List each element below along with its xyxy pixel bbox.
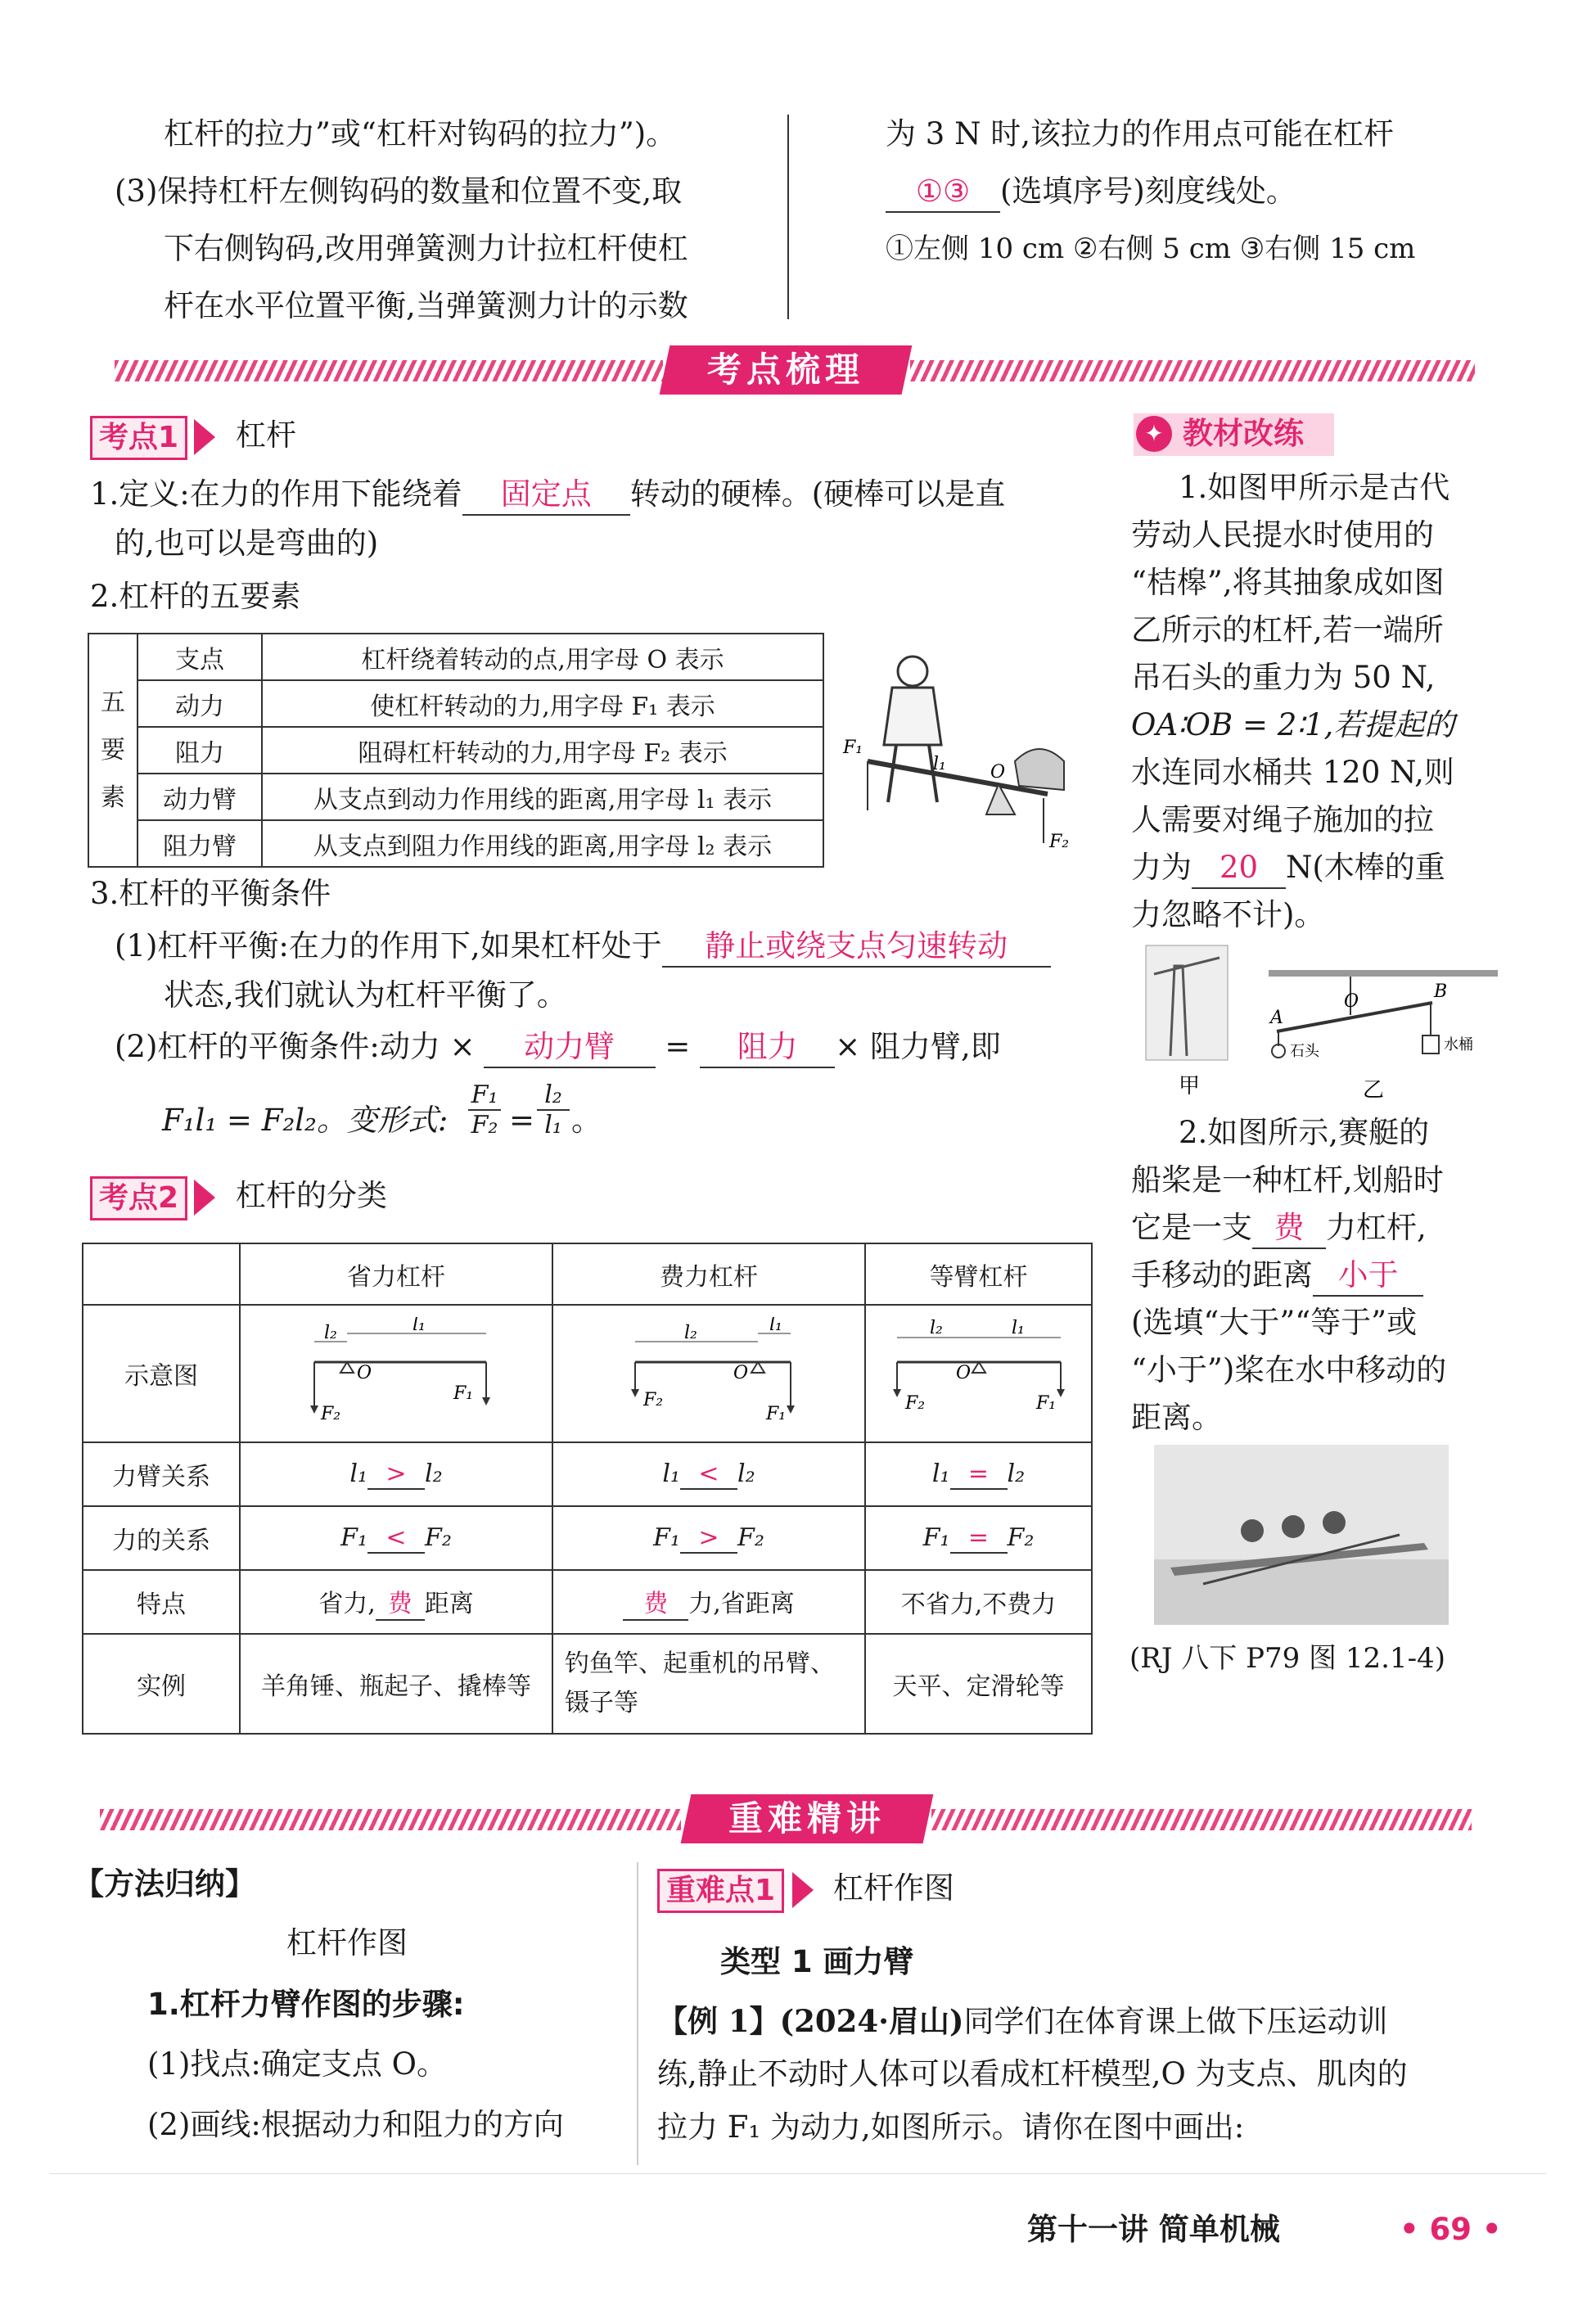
cls-header bbox=[83, 1243, 240, 1305]
svg-text:l₂: l₂ bbox=[684, 1323, 697, 1343]
fraction-eq: = bbox=[509, 1103, 535, 1138]
q1-line: 劳动人民提水时使用的 bbox=[1131, 517, 1434, 553]
lever-diagram-3 bbox=[872, 1317, 1085, 1423]
balance-line-1: (1)杠杆平衡:在力的作用下,如果杠杆处于 静止或绕支点匀速转动 bbox=[115, 927, 1051, 968]
five-row-desc: 杠杆绕着转动的点,用字母 O 表示 bbox=[262, 634, 823, 680]
fig-label-l1: l₁ bbox=[933, 754, 946, 774]
definition-line: 1.定义:在力的作用下能绕着 固定点 转动的硬棒。(硬棒可以是直 bbox=[90, 475, 1005, 516]
svg-text:O: O bbox=[733, 1363, 749, 1383]
svg-text:F₁: F₁ bbox=[1035, 1393, 1056, 1414]
column-divider bbox=[787, 115, 789, 319]
fig-label-f1: F₁ bbox=[843, 738, 863, 758]
q2-line: 手移动的距离 小于 bbox=[1131, 1256, 1423, 1297]
kp2-arrow-icon bbox=[194, 1180, 215, 1216]
five-row-desc: 使杠杆转动的力,用字母 F₁ 表示 bbox=[262, 680, 823, 727]
q1-line: 1.如图甲所示是古代 bbox=[1179, 470, 1450, 505]
svg-text:F₂: F₂ bbox=[321, 1404, 341, 1423]
cls-header: 省力杠杆 bbox=[240, 1243, 552, 1305]
formula-line: F₁l₁ = F₂l₂。变形式: bbox=[162, 1103, 449, 1138]
lever-diagram-2 bbox=[602, 1317, 815, 1423]
kp1-arrow-icon bbox=[194, 419, 215, 455]
q2-line: 2.如图所示,赛艇的 bbox=[1179, 1115, 1430, 1150]
svg-text:O: O bbox=[955, 1363, 971, 1383]
q2-line: (选填“大于”“等于”或 bbox=[1131, 1305, 1418, 1340]
q1-answer: 20 bbox=[1192, 848, 1286, 889]
def-answer: 固定点 bbox=[462, 475, 630, 516]
q1-line: “桔槔”,将其抽象成如图 bbox=[1131, 565, 1445, 600]
method-subtitle: 杠杆作图 bbox=[286, 1925, 408, 1960]
jiegao-figures bbox=[1129, 941, 1498, 1105]
example-line-3: 拉力 F₁ 为动力,如图所示。请你在图中画出: bbox=[657, 2109, 1245, 2145]
fulcrum-icon bbox=[340, 1362, 354, 1373]
definition-line-2: 的,也可以是弯曲的) bbox=[115, 526, 379, 561]
diagram-cell bbox=[552, 1305, 865, 1442]
fulcrum-icon bbox=[972, 1362, 985, 1373]
cls-rowlabel: 特点 bbox=[83, 1570, 240, 1634]
five-row-name: 阻力 bbox=[138, 727, 262, 774]
force-rel-cell: F₁ > F₂ bbox=[552, 1506, 865, 1570]
svg-text:l₂: l₂ bbox=[929, 1318, 943, 1338]
classification-table bbox=[82, 1243, 1093, 1735]
banner-hatch-left bbox=[115, 360, 663, 381]
cls-header: 等臂杠杆 bbox=[865, 1243, 1092, 1305]
svg-text:l₁: l₁ bbox=[1011, 1318, 1025, 1338]
example-line-1: 【例 1】(2024·眉山)同学们在体育课上做下压运动训 bbox=[657, 2003, 1388, 2039]
key-point-arrow-icon bbox=[792, 1872, 814, 1908]
formula-end: 。 bbox=[571, 1103, 602, 1138]
five-row-name: 阻力臂 bbox=[138, 820, 262, 867]
ceiling bbox=[1269, 970, 1498, 977]
q1-line: OA∶OB = 2∶1,若提起的 bbox=[1131, 707, 1455, 742]
b2-answer-1: 动力臂 bbox=[484, 1027, 656, 1068]
arm-rel-cell: l₁ > l₂ bbox=[240, 1442, 552, 1506]
example-cell: 天平、定滑轮等 bbox=[865, 1634, 1092, 1734]
answer-blank: ①③ bbox=[886, 172, 1000, 213]
diagram-cell bbox=[240, 1305, 552, 1442]
cls-rowlabel: 力的关系 bbox=[83, 1506, 240, 1570]
footer-chapter: 第十一讲 简单机械 bbox=[1027, 2212, 1280, 2247]
key-point-tag: 重难点1 bbox=[657, 1869, 784, 1913]
svg-text:F₁: F₁ bbox=[453, 1383, 474, 1404]
q2-line: “小于”)桨在水中移动的 bbox=[1131, 1352, 1447, 1387]
svg-text:A: A bbox=[1270, 1008, 1283, 1028]
svg-text:甲: 甲 bbox=[1179, 1074, 1201, 1099]
svg-text:l₁: l₁ bbox=[413, 1317, 426, 1335]
svg-text:O: O bbox=[357, 1363, 372, 1383]
q1-line: 人需要对绳子施加的拉 bbox=[1131, 802, 1434, 837]
svg-text:B: B bbox=[1434, 981, 1448, 1002]
five-row-desc: 从支点到动力作用线的距离,用字母 l₁ 表示 bbox=[262, 774, 823, 820]
force-rel-cell: F₁ < F₂ bbox=[240, 1506, 552, 1570]
person-body bbox=[884, 688, 941, 745]
column-divider bbox=[637, 1862, 638, 2165]
q1-line: 水连同水桶共 120 N,则 bbox=[1131, 755, 1454, 790]
type-1-title: 类型 1 画力臂 bbox=[720, 1944, 914, 1979]
top-right-line-1: 为 3 N 时,该拉力的作用点可能在杠杆 bbox=[886, 116, 1394, 151]
method-title: 【方法归纳】 bbox=[74, 1866, 255, 1902]
fulcrum-icon bbox=[751, 1362, 764, 1373]
step-2: (2)画线:根据动力和阻力的方向 bbox=[147, 2107, 564, 2142]
svg-text:O: O bbox=[1344, 991, 1359, 1012]
balance-title: 3.杠杆的平衡条件 bbox=[90, 876, 331, 911]
diagram-cell bbox=[865, 1305, 1092, 1442]
five-row-name: 动力臂 bbox=[138, 774, 262, 820]
feature-cell: 不省力,不费力 bbox=[865, 1570, 1092, 1634]
cls-rowlabel: 实例 bbox=[83, 1634, 240, 1734]
example-cell: 羊角锤、瓶起子、撬棒等 bbox=[240, 1634, 552, 1734]
balance-line-3: (2)杠杆的平衡条件:动力 × 动力臂 = 阻力 × 阻力臂,即 bbox=[115, 1027, 1001, 1068]
q2-line: 它是一支 费 力杠杆, bbox=[1131, 1208, 1427, 1249]
five-elements-title: 2.杠杆的五要素 bbox=[90, 579, 301, 614]
bucket-icon bbox=[1422, 1035, 1439, 1053]
force-rel-cell: F₁ = F₂ bbox=[865, 1506, 1092, 1570]
q1-line: 吊石头的重力为 50 N, bbox=[1131, 660, 1436, 695]
five-row-desc: 从支点到阻力作用线的距离,用字母 l₂ 表示 bbox=[262, 820, 823, 867]
b1-answer: 静止或绕支点匀速转动 bbox=[662, 927, 1051, 968]
arm-rel-cell: l₁ = l₂ bbox=[865, 1442, 1092, 1506]
svg-text:F₂: F₂ bbox=[643, 1390, 664, 1410]
lightbulb-icon: ✦ bbox=[1136, 416, 1172, 452]
svg-text:F₁: F₁ bbox=[766, 1404, 787, 1423]
rowing-photo bbox=[1154, 1445, 1449, 1625]
fraction-2: l₂ l₁ bbox=[537, 1081, 570, 1139]
banner-hatch-left bbox=[100, 1809, 681, 1830]
stone-icon bbox=[1272, 1044, 1285, 1058]
q2-line: 船桨是一种杠杆,划船时 bbox=[1131, 1162, 1444, 1198]
top-right-options: ①左侧 10 cm ②右侧 5 cm ③右侧 15 cm bbox=[886, 232, 1416, 265]
kp1-title: 杠杆 bbox=[236, 417, 296, 453]
feature-cell: 费 力,省距离 bbox=[552, 1570, 865, 1634]
example-line-2: 练,静止不动时人体可以看成杠杆模型,O 为支点、肌肉的 bbox=[657, 2056, 1408, 2091]
rock bbox=[1015, 749, 1064, 790]
section-banner: 考点梳理 bbox=[660, 345, 913, 395]
svg-text:乙: 乙 bbox=[1363, 1078, 1385, 1103]
banner-hatch-right bbox=[931, 1809, 1472, 1830]
b2-answer-2: 阻力 bbox=[700, 1027, 835, 1068]
five-row-name: 支点 bbox=[138, 634, 262, 680]
cls-rowlabel: 力臂关系 bbox=[83, 1442, 240, 1506]
top-left-line-3: 下右侧钩码,改用弹簧测力计拉杠杆使杠 bbox=[164, 231, 688, 266]
fraction-1: F₁ F₂ bbox=[468, 1081, 501, 1139]
top-left-line-2: (3)保持杠杆左侧钩码的数量和位置不变,取 bbox=[115, 174, 683, 209]
top-left-line-1: 杠杆的拉力”或“杠杆对钩码的拉力”)。 bbox=[164, 116, 677, 151]
q2-line: 距离。 bbox=[1131, 1400, 1222, 1435]
five-label: 五 要 素 bbox=[88, 634, 138, 867]
step-title: 1.杠杆力臂作图的步骤: bbox=[147, 1987, 465, 2022]
cls-rowlabel: 示意图 bbox=[83, 1305, 240, 1442]
svg-text:l₁: l₁ bbox=[769, 1317, 782, 1335]
top-left-line-4: 杆在水平位置平衡,当弹簧测力计的示数 bbox=[164, 288, 688, 323]
svg-text:石头: 石头 bbox=[1290, 1043, 1319, 1060]
feature-cell: 省力, 费 距离 bbox=[240, 1570, 552, 1634]
footer-rule bbox=[49, 2173, 1547, 2174]
svg-text:水桶: 水桶 bbox=[1444, 1036, 1473, 1053]
page-number: • 69 • bbox=[1400, 2212, 1502, 2247]
q1-last: 力忽略不计)。 bbox=[1131, 897, 1325, 932]
photo-caption: (RJ 八下 P79 图 12.1-4) bbox=[1129, 1642, 1445, 1675]
fig-label-o: O bbox=[990, 762, 1006, 783]
kp1-tag: 考点1 bbox=[90, 416, 187, 460]
q2-answer-2: 小于 bbox=[1313, 1256, 1423, 1297]
balance-line-2: 状态,我们就认为杠杆平衡了。 bbox=[164, 977, 567, 1013]
five-row-name: 动力 bbox=[138, 680, 262, 727]
five-row-desc: 阻碍杠杆转动的力,用字母 F₂ 表示 bbox=[262, 727, 823, 774]
key-point-title: 杠杆作图 bbox=[833, 1870, 954, 1906]
example-cell: 钓鱼竿、起重机的吊臂、镊子等 bbox=[552, 1634, 865, 1734]
svg-text:l₂: l₂ bbox=[324, 1323, 337, 1343]
q1-answer-line: 力为 20 N(木棒的重 bbox=[1131, 848, 1445, 889]
arm-rel-cell: l₁ < l₂ bbox=[552, 1442, 865, 1506]
kp2-title: 杠杆的分类 bbox=[236, 1178, 387, 1213]
svg-text:F₂: F₂ bbox=[904, 1393, 925, 1414]
lever-illustration bbox=[835, 638, 1080, 859]
top-right-suffix: (选填序号)刻度线处。 bbox=[1000, 174, 1296, 209]
five-elements-table bbox=[88, 633, 824, 868]
sidebar-title: 教材改练 bbox=[1183, 416, 1304, 451]
person-head bbox=[898, 656, 927, 686]
fig-label-f2: F₂ bbox=[1049, 832, 1070, 852]
cls-header: 费力杠杆 bbox=[552, 1243, 865, 1305]
q1-line: 乙所示的杠杆,若一端所 bbox=[1131, 612, 1444, 647]
banner-hatch-right bbox=[910, 360, 1475, 381]
section-banner: 重难精讲 bbox=[681, 1794, 934, 1843]
kp2-tag: 考点2 bbox=[90, 1176, 187, 1220]
step-1: (1)找点:确定支点 O。 bbox=[147, 2046, 447, 2082]
lever-diagram-1 bbox=[290, 1317, 503, 1423]
q2-answer-1: 费 bbox=[1252, 1208, 1326, 1249]
top-right-line-2 bbox=[886, 172, 1296, 213]
